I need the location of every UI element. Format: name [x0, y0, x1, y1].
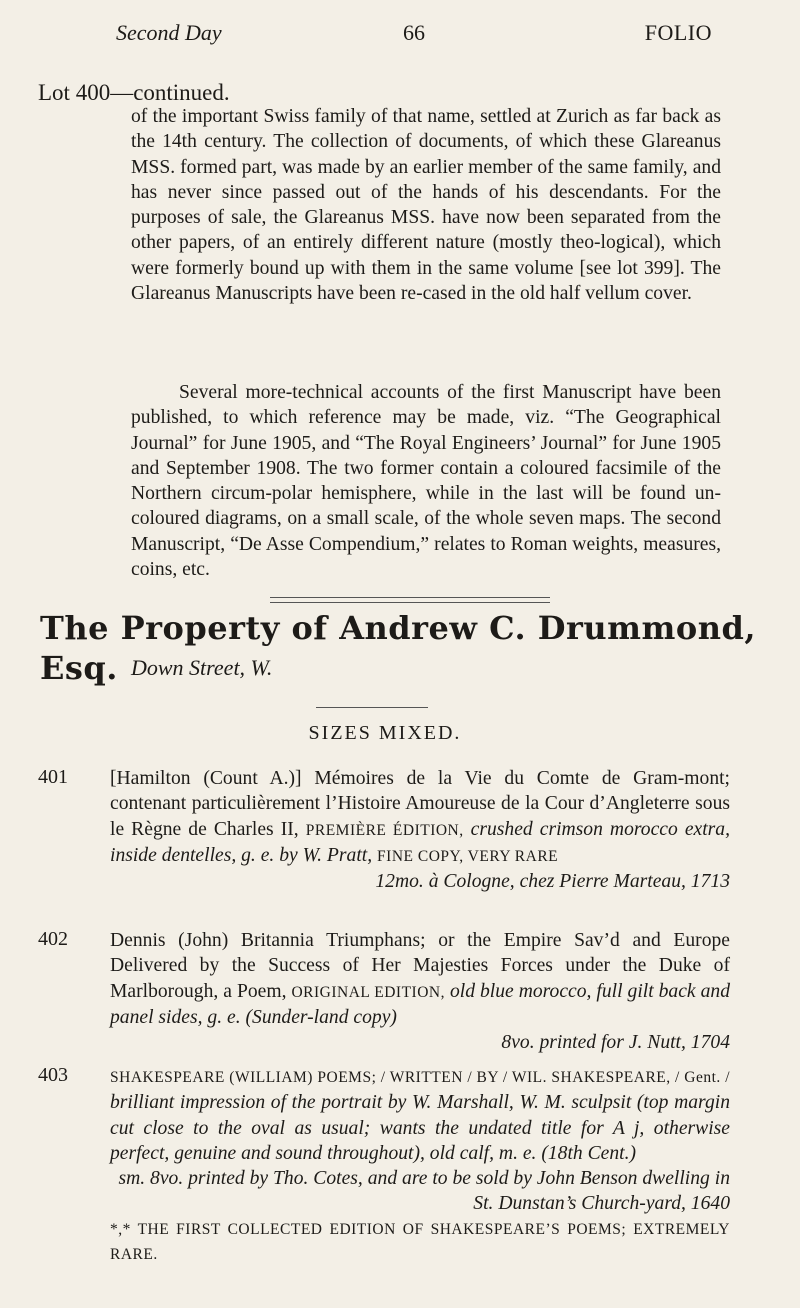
lot-403-title: SHAKESPEARE (WILLIAM) POEMS; / WRITTEN / BY / WIL. SHAKESPEARE, / Gent. / — [110, 1069, 730, 1086]
lot-entry-401 — [110, 766, 730, 894]
header-format: FOLIO — [644, 20, 712, 45]
lot-401-binding: crushed crimson morocco extra, inside dentelles, g. e. by W. Pratt, — [110, 818, 730, 866]
lot-401-note: FINE COPY, VERY RARE — [377, 847, 559, 865]
lot-continued-heading: Lot 400—continued. — [38, 80, 230, 105]
lot-403-portrait: brilliant impression of the portrait by W. Marshall, W. M. sculpsit (top margin cut close to the oval as usual; wants the undated title for A j, otherwise perfect, genuine and sound throughout), old calf, m. e. (18th Cent.) — [110, 1092, 730, 1164]
lot-403-note: *,* THE FIRST COLLECTED EDITION OF SHAKESPEARE’S POEMS; EXTREMELY RARE. — [110, 1220, 730, 1264]
section-divider — [270, 597, 550, 603]
header-day: Second Day — [116, 20, 222, 45]
lot-entry-403 — [110, 1064, 730, 1267]
lot-401-title: [Hamilton (Count A.)] Mémoires de la Vie du Comte de Gram-mont; contenant particulièrement l’Histoire Amoureuse de la Cour d’Angleterre sous le Règne de Charles II, — [110, 768, 730, 840]
property-heading: The Property of Andrew C. Drummond, Esq. — [40, 609, 756, 687]
lot-401-edition: PREMIÈRE ÉDITION, — [305, 821, 464, 839]
lot-402-title: Dennis (John) Britannia Triumphans; or the Empire Sav’d and Europe Delivered by the Success of Her Majesties Forces under the Duke of Marlborough, a Poem, — [110, 930, 730, 1002]
lot-number-402: 402 — [38, 928, 68, 950]
lot-402-imprint: 8vo. printed for J. Nutt, 1704 — [501, 1032, 730, 1054]
short-divider — [316, 707, 428, 708]
lot-entry-402 — [110, 928, 730, 1055]
lot-403-imprint: sm. 8vo. printed by Tho. Cotes, and are to be sold by John Benson dwelling in St. Dunstan’s Church-yard, 1640 — [118, 1168, 730, 1215]
lot-401-imprint: 12mo. à Cologne, chez Pierre Marteau, 1713 — [375, 871, 730, 893]
lot-number-401: 401 — [38, 766, 68, 788]
lot-number-403: 403 — [38, 1064, 68, 1086]
property-address: Down Street, W. — [131, 655, 273, 680]
lot-402-binding: old blue morocco, full gilt back and panel sides, g. e. (Sunder-land copy) — [110, 980, 730, 1028]
page-number: 66 — [403, 20, 425, 45]
page-header — [116, 20, 712, 60]
continuation-paragraph-2: Several more-technical accounts of the first Manuscript have been published, to which reference may be made, viz. “The Geographical Journal” for June 1905, and “The Royal Engineers’ Journal” for June 1905 and September 1908. The two former contain a coloured facsimile of the Northern circum-polar hemisphere, while in the last will be found un-coloured diagrams, on a small scale, of the whole seven maps. The second Manuscript, “De Asse Compendium,” relates to Roman weights, measures, coins, etc. — [131, 382, 721, 581]
continuation-paragraph-1: of the important Swiss family of that name, settled at Zurich as far back as the 14th century. The collection of documents, of which these Glareanus MSS. formed part, was made by an earlier member of the same family, and has never since passed out of the hands of his descendants. For the purposes of sale, the Glareanus MSS. have now been separated from the other papers, of an entirely different nature (mostly theo-logical), which were formerly bound up with them in the same volume [see lot 399]. The Glareanus Manuscripts have been re-cased in the old half vellum cover. — [131, 106, 721, 305]
sizes-note: SIZES MIXED. — [308, 722, 462, 744]
lot-402-edition: ORIGINAL EDITION, — [291, 983, 445, 1001]
